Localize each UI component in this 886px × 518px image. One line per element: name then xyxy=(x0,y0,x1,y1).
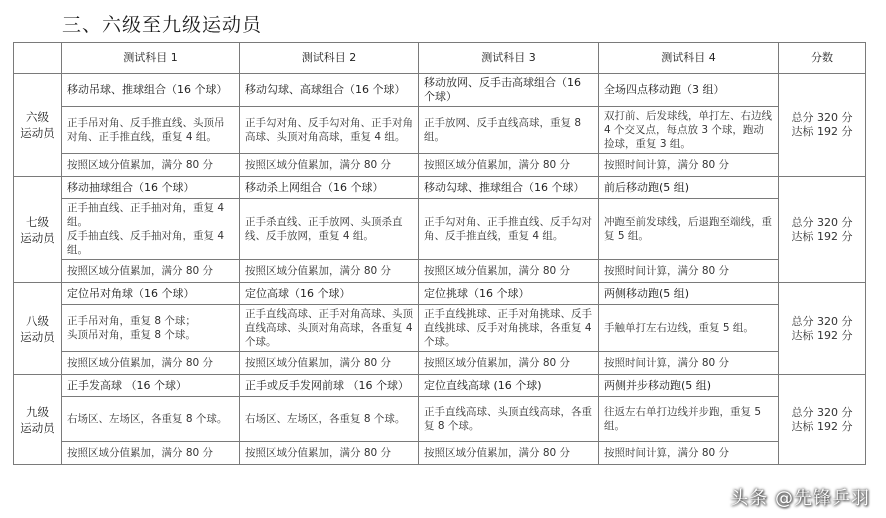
level-desc-row xyxy=(14,107,866,154)
test-item-title: 正手或反手发网前球 （16 个球） xyxy=(240,375,419,397)
header-subject-2: 测试科目 2 xyxy=(240,43,419,74)
test-item-title: 两侧并步移动跑(5 组) xyxy=(599,375,779,397)
test-table xyxy=(13,42,866,465)
header-subject-1: 测试科目 1 xyxy=(62,43,240,74)
test-item-scoring-rule: 按照时间计算，满分 80 分 xyxy=(599,442,779,465)
test-item-scoring-rule: 按照区域分值累加，满分 80 分 xyxy=(419,154,599,177)
test-item-title: 移动放网、反手击高球组合（16 个球） xyxy=(419,74,599,107)
test-item-title: 移动抽球组合（16 个球） xyxy=(62,177,240,199)
test-item-description: 正手勾对角、正手推直线、反手勾对角、反手推直线，重复 4 组。 xyxy=(419,199,599,260)
test-item-title: 定位挑球（16 个球） xyxy=(419,283,599,305)
test-item-scoring-rule: 按照区域分值累加，满分 80 分 xyxy=(62,442,240,465)
level-desc-row xyxy=(14,305,866,352)
test-item-title: 定位吊对角球（16 个球） xyxy=(62,283,240,305)
level-desc-row xyxy=(14,199,866,260)
level-scoring-row xyxy=(14,260,866,283)
level-title-row xyxy=(14,74,866,107)
level-scoring-row xyxy=(14,442,866,465)
table-header-row xyxy=(14,43,866,74)
test-item-scoring-rule: 按照时间计算，满分 80 分 xyxy=(599,260,779,283)
level-name: 九级 运动员 xyxy=(14,375,62,465)
test-item-description: 往返左右单打边线并步跑，重复 5 组。 xyxy=(599,397,779,442)
test-item-description: 双打前、后发球线，单打左、右边线 4 个交叉点，每点放 3 个球，跑动捡球，重复 3 组。 xyxy=(599,107,779,154)
test-item-title: 正手发高球 （16 个球） xyxy=(62,375,240,397)
test-item-scoring-rule: 按照区域分值累加，满分 80 分 xyxy=(240,442,419,465)
test-item-title: 定位直线高球 (16 个球) xyxy=(419,375,599,397)
test-item-description: 正手吊对角，重复 8 个球； 头顶吊对角，重复 8 个球。 xyxy=(62,305,240,352)
test-item-description: 手触单打左右边线，重复 5 组。 xyxy=(599,305,779,352)
test-item-description: 正手直线高球、头顶直线高球，各重复 8 个球。 xyxy=(419,397,599,442)
level-title-row xyxy=(14,177,866,199)
test-item-description: 正手勾对角、反手勾对角、正手对角高球、头顶对角高球，重复 4 组。 xyxy=(240,107,419,154)
test-item-title: 前后移动跑(5 组) xyxy=(599,177,779,199)
test-item-scoring-rule: 按照区域分值累加，满分 80 分 xyxy=(62,352,240,375)
header-subject-3: 测试科目 3 xyxy=(419,43,599,74)
level-desc-row xyxy=(14,397,866,442)
test-item-title: 移动杀上网组合（16 个球） xyxy=(240,177,419,199)
header-corner xyxy=(14,43,62,74)
header-subject-4: 测试科目 4 xyxy=(599,43,779,74)
test-item-title: 全场四点移动跑（3 组） xyxy=(599,74,779,107)
level-name: 六级 运动员 xyxy=(14,74,62,177)
watermark: 头条 @先锋乒羽 xyxy=(730,488,870,509)
test-item-title: 移动勾球、推球组合（16 个球） xyxy=(419,177,599,199)
test-item-scoring-rule: 按照区域分值累加，满分 80 分 xyxy=(419,442,599,465)
level-score: 总分 320 分 达标 192 分 xyxy=(779,283,866,375)
test-item-scoring-rule: 按照区域分值累加，满分 80 分 xyxy=(419,352,599,375)
test-item-title: 两侧移动跑(5 组) xyxy=(599,283,779,305)
test-item-description: 正手放网、反手直线高球，重复 8 组。 xyxy=(419,107,599,154)
level-scoring-row xyxy=(14,352,866,375)
test-item-description: 正手杀直线、正手放网、头顶杀直线、反手放网，重复 4 组。 xyxy=(240,199,419,260)
test-item-description: 冲跑至前发球线，后退跑至端线，重复 5 组。 xyxy=(599,199,779,260)
test-item-title: 移动勾球、高球组合（16 个球） xyxy=(240,74,419,107)
test-item-description: 右场区、左场区，各重复 8 个球。 xyxy=(240,397,419,442)
test-item-description: 正手直线高球、正手对角高球、头顶直线高球、头顶对角高球，各重复 4 个球。 xyxy=(240,305,419,352)
test-item-scoring-rule: 按照时间计算，满分 80 分 xyxy=(599,154,779,177)
level-name: 八级 运动员 xyxy=(14,283,62,375)
level-score: 总分 320 分 达标 192 分 xyxy=(779,375,866,465)
test-item-scoring-rule: 按照区域分值累加，满分 80 分 xyxy=(419,260,599,283)
test-item-description: 右场区、左场区，各重复 8 个球。 xyxy=(62,397,240,442)
level-title-row xyxy=(14,375,866,397)
test-item-title: 定位高球（16 个球） xyxy=(240,283,419,305)
level-score: 总分 320 分 达标 192 分 xyxy=(779,177,866,283)
level-scoring-row xyxy=(14,154,866,177)
test-item-scoring-rule: 按照区域分值累加，满分 80 分 xyxy=(62,260,240,283)
section-heading: 三、六级至九级运动员 xyxy=(62,14,263,36)
level-name: 七级 运动员 xyxy=(14,177,62,283)
test-item-description: 正手抽直线、正手抽对角，重复 4 组。 反手抽直线、反手抽对角，重复 4 组。 xyxy=(62,199,240,260)
test-item-scoring-rule: 按照区域分值累加，满分 80 分 xyxy=(240,154,419,177)
test-item-title: 移动吊球、推球组合（16 个球） xyxy=(62,74,240,107)
test-item-description: 正手吊对角、反手推直线、头顶吊对角、正手推直线，重复 4 组。 xyxy=(62,107,240,154)
level-score: 总分 320 分 达标 192 分 xyxy=(779,74,866,177)
test-item-scoring-rule: 按照区域分值累加，满分 80 分 xyxy=(240,260,419,283)
header-score: 分数 xyxy=(779,43,866,74)
test-item-description: 正手直线挑球、正手对角挑球、反手直线挑球、反手对角挑球，各重复 4 个球。 xyxy=(419,305,599,352)
level-title-row xyxy=(14,283,866,305)
test-item-scoring-rule: 按照区域分值累加，满分 80 分 xyxy=(62,154,240,177)
test-item-scoring-rule: 按照区域分值累加，满分 80 分 xyxy=(240,352,419,375)
test-item-scoring-rule: 按照时间计算，满分 80 分 xyxy=(599,352,779,375)
